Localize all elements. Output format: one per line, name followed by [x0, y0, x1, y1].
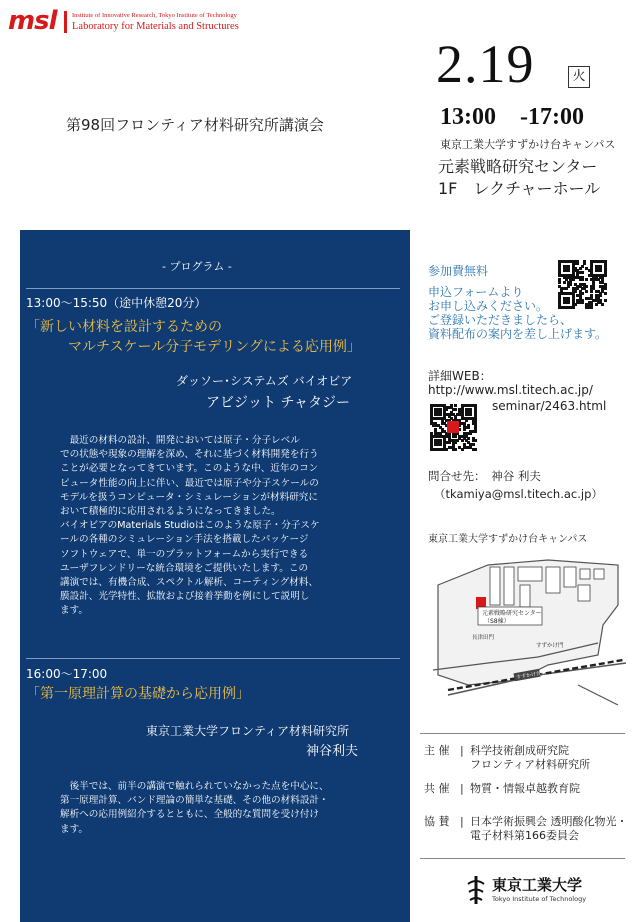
registration-line: お申し込みください。 — [428, 299, 549, 313]
qr-module — [585, 290, 588, 293]
qr-module — [581, 278, 584, 281]
cohost-label: 共 催 — [424, 782, 450, 795]
qr-module — [474, 448, 477, 451]
building — [490, 567, 500, 605]
support-label: 協 賛 — [424, 815, 450, 828]
contact-person: 問合せ先： 神谷 利夫 — [428, 469, 541, 483]
map-gate2-label: すずかけ門 — [536, 643, 564, 649]
logo-institute-line: Institute of Innovative Research, Tokyo Institute of Technology — [72, 12, 237, 19]
abstract-line: ユーザフレンドリーな統合環境をご提供いたします。この — [60, 562, 309, 574]
registration-qr-code[interactable] — [558, 260, 606, 308]
abstract-line: モデルを扱うコンピュータ・シミュレーションが材料研究に — [60, 491, 318, 503]
website-qr-code[interactable] — [430, 404, 476, 450]
row-separator: | — [460, 815, 464, 828]
qr-module — [590, 290, 593, 293]
building — [578, 585, 590, 601]
contact-email-link[interactable]: （tkamiya@msl.titech.ac.jp） — [434, 487, 603, 501]
session2-abstract — [60, 780, 394, 837]
qr-module — [448, 441, 451, 444]
abstract-line: ます。 — [60, 823, 89, 835]
qr-module — [585, 278, 588, 281]
session1-speaker: アビジット チャタジー — [206, 395, 351, 411]
msl-logo-mark: msl — [8, 6, 57, 36]
map-gate1-label: 長津田門 — [472, 635, 495, 641]
qr-module — [474, 430, 477, 433]
registration-line: 資料配布の案内を差し上げます。 — [428, 327, 608, 341]
building — [564, 567, 576, 587]
msl-logo[interactable] — [8, 6, 239, 36]
abstract-line: ことが必要となってきています。このような中、近年のコン — [60, 463, 319, 475]
cohost-row — [424, 782, 580, 796]
qr-module — [572, 306, 575, 309]
qr-module — [595, 303, 598, 306]
qr-module — [467, 426, 470, 429]
session2-title: 「第一原理計算の基礎から応用例」 — [26, 686, 250, 702]
registration-line: ご登録いただきましたら、 — [428, 313, 573, 327]
web-url-link[interactable]: http://www.msl.titech.ac.jp/ — [428, 383, 593, 397]
campus-map[interactable] — [428, 545, 628, 710]
event-title: 第98回フロンティア材料研究所講演会 — [66, 116, 324, 134]
building — [594, 569, 604, 579]
session1-title-line1: 「新しい材料を設計するための — [26, 319, 222, 335]
qr-module — [604, 299, 607, 302]
map-building-label: （S8棟） — [484, 618, 510, 625]
qr-module — [458, 428, 461, 431]
map-center-label: 元素戦略研究センター — [482, 610, 542, 617]
row-separator: | — [460, 782, 464, 795]
qr-module — [581, 301, 584, 304]
map-station-label: すずかけ台駅 — [515, 669, 547, 681]
venue-hall: 1F レクチャーホール — [438, 179, 601, 198]
qr-module — [454, 435, 457, 438]
qr-module — [599, 269, 602, 272]
session2-organization: 東京工業大学フロンティア材料研究所 — [146, 724, 350, 738]
qr-module — [454, 448, 457, 451]
abstract-line: 膜設計、光学特性、拡散および接着挙動を例にして説明し — [60, 591, 310, 603]
support-line2: 電子材料第166委員会 — [470, 829, 579, 842]
building — [546, 567, 560, 593]
session1-title-line2: マルチスケール分子モデリングによる応用例」 — [68, 339, 361, 355]
session1-abstract — [60, 434, 394, 619]
web-url-link-continued[interactable]: seminar/2463.html — [492, 399, 607, 413]
cohost-name: 物質・情報卓越教育院 — [470, 782, 580, 795]
abstract-line: 第一原理計算、バンド理論の簡単な基礎、その他の材料設計・ — [60, 795, 329, 807]
qr-module — [590, 306, 593, 309]
qr-module — [445, 448, 448, 451]
qr-module — [576, 262, 579, 265]
session2-time: 16:00～17:00 — [26, 667, 108, 681]
support-line1: 日本学術振興会 透明酸化物光・ — [470, 815, 628, 828]
abstract-line: 解析への応用例紹介するとともに、全般的な質問を受け付け — [60, 809, 320, 821]
qr-module — [601, 303, 604, 306]
abstract-line: ピュータ性能の向上に伴い、最近では原子や分子スケールの — [60, 477, 319, 489]
abstract-line: での状態や現象の理解を深め、それに基づく材料開発を行う — [60, 449, 319, 461]
header — [0, 0, 640, 230]
abstract-line: 最近の材料の設計、開発においては原子・分子レベル — [60, 435, 300, 446]
qr-module — [565, 287, 568, 290]
qr-module — [461, 448, 464, 451]
qr-module — [469, 413, 472, 416]
abstract-line: 後半では、前半の講演で触れられていなかった点を中心に、 — [60, 781, 329, 792]
event-time: 13:00 -17:00 — [440, 104, 584, 130]
venue-campus: 東京工業大学すずかけ台キャンパス — [440, 138, 616, 151]
abstract-line: ールの各種のシミュレーション手法を搭載したパッケージ — [60, 534, 309, 546]
web-label: 詳細WEB： — [428, 369, 492, 383]
logo-lab-name: Laboratory for Materials and Structures — [72, 21, 239, 32]
titech-english-name: Tokyo Institute of Technology — [492, 895, 587, 903]
program-heading: - プログラム - — [162, 260, 232, 273]
qr-module — [558, 281, 561, 284]
qr-module — [567, 269, 570, 272]
row-separator: | — [460, 744, 464, 757]
event-weekday: 火 — [568, 66, 590, 88]
session1-time: 13:00～15:50（途中休憩20分） — [26, 296, 207, 310]
venue-center: 元素戦略研究センター — [438, 157, 598, 176]
host-line2: フロンティア材料研究所 — [470, 758, 591, 771]
session2-speaker: 神谷利夫 — [306, 744, 359, 759]
map-title: 東京工業大学すずかけ台キャンパス — [428, 534, 588, 545]
qr-module — [581, 271, 584, 274]
road — [578, 685, 618, 705]
qr-module — [474, 439, 477, 442]
abstract-line: おいて積極的に応用されるようになってきました。 — [60, 506, 281, 518]
fee-label: 参加費無料 — [428, 264, 489, 278]
abstract-line: ます。 — [60, 605, 89, 617]
building — [504, 567, 514, 605]
event-date: 2.19 — [436, 34, 535, 94]
abstract-line: ソフトウェアで、単一のプラットフォームから実行できる — [60, 548, 309, 560]
session2-divider — [26, 658, 400, 659]
qr-module — [469, 432, 472, 435]
organizers-divider — [420, 733, 625, 734]
titech-emblem-icon — [466, 874, 486, 906]
qr-module — [563, 281, 566, 284]
qr-module — [439, 413, 442, 416]
registration-line: 申込フォームより — [428, 285, 524, 299]
qr-module — [461, 439, 464, 442]
titech-name: 東京工業大学 — [492, 876, 583, 894]
session1-organization: ダッソー･システムズ バイオビア — [176, 374, 353, 388]
qr-module — [454, 408, 457, 411]
building — [518, 567, 542, 581]
qr-module — [567, 301, 570, 304]
session1-divider — [26, 288, 400, 289]
host-label: 主 催 — [424, 744, 450, 757]
building — [580, 569, 590, 579]
support-row — [424, 815, 628, 829]
logo-divider — [64, 11, 67, 33]
building — [520, 585, 530, 607]
abstract-line: 講演では、有機合成、スペクトル解析、コーティング材料、 — [60, 577, 319, 589]
host-line1: 科学技術創成研究院 — [470, 744, 569, 757]
footer-divider — [420, 858, 625, 859]
qr-module — [463, 428, 466, 431]
qr-center-logo — [447, 421, 458, 432]
qr-module — [458, 424, 461, 427]
panel-left-margin — [0, 230, 20, 922]
qr-module — [604, 292, 607, 295]
qr-module — [439, 443, 442, 446]
qr-module — [454, 404, 457, 407]
titech-logo[interactable] — [466, 874, 596, 910]
abstract-line: バイオビアのMaterials Studioはこのような原子・分子スケ — [60, 520, 320, 532]
host-row — [424, 744, 569, 758]
